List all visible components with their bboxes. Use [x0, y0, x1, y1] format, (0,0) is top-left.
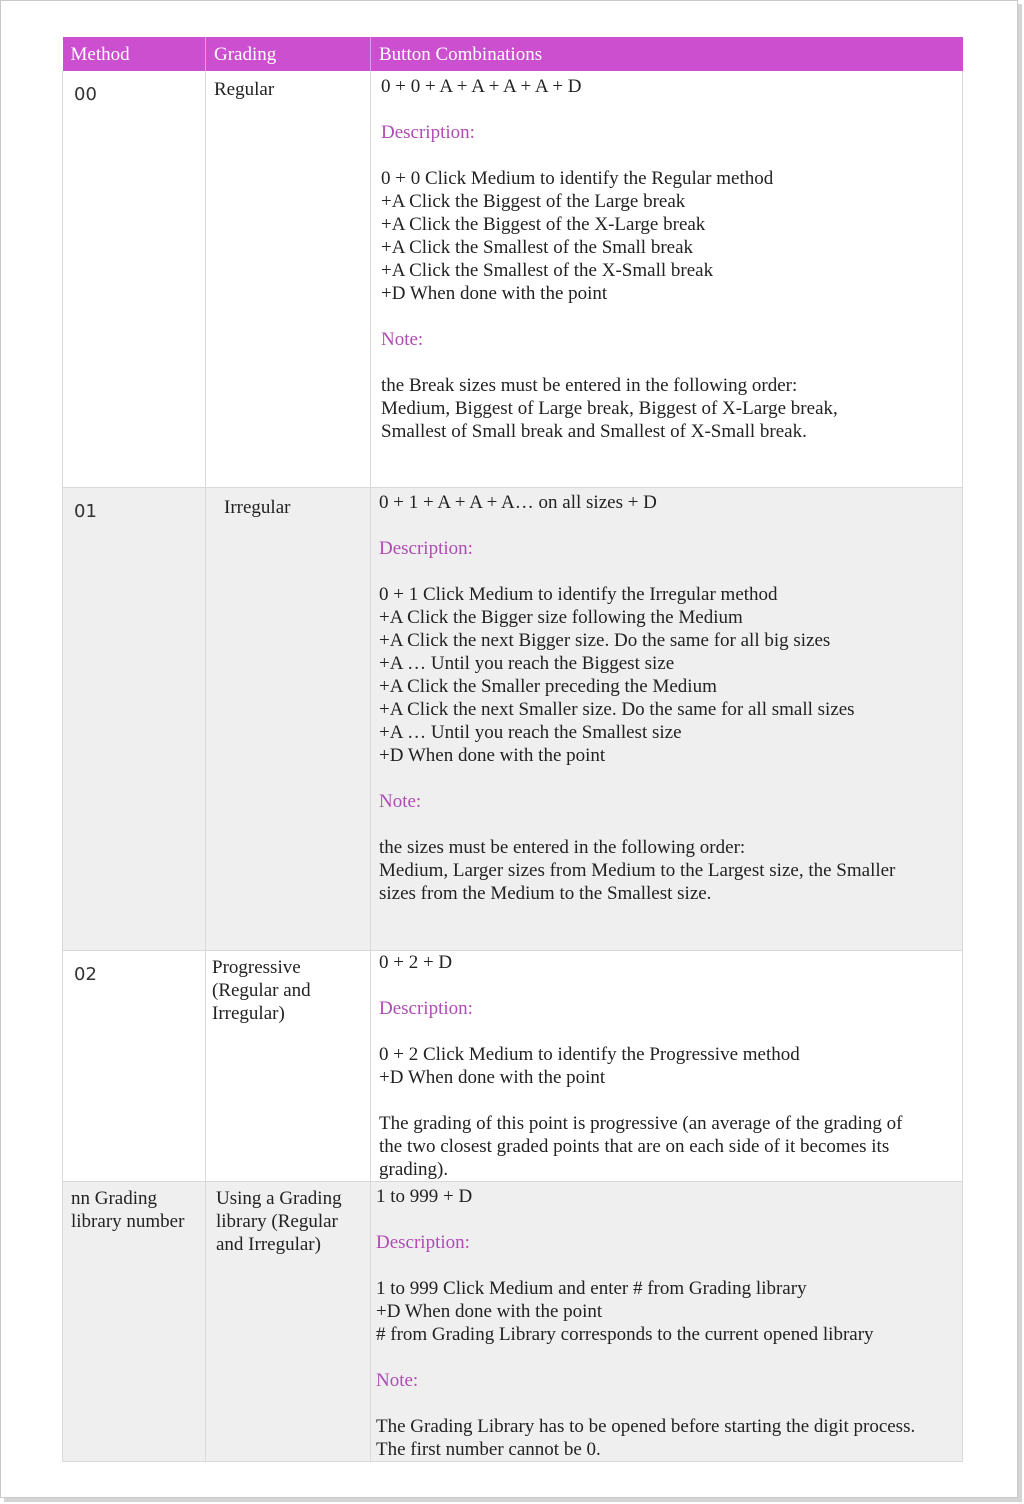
- description-line: +A Click the Bigger size following the Medium: [379, 606, 743, 628]
- button-combination: 1 to 999 + D: [376, 1185, 473, 1207]
- note-line: Medium, Biggest of Large break, Biggest of X-Large break,: [381, 398, 838, 419]
- combination-cell: [371, 1181, 963, 1461]
- note-line: sizes from the Medium to the Smallest size.: [379, 882, 712, 904]
- description-heading: Description:: [379, 537, 473, 559]
- note-line: the Break sizes must be entered in the following order:: [381, 375, 798, 396]
- button-combination: 0 + 0 + A + A + A + A + D: [381, 76, 582, 97]
- button-combination: 0 + 1 + A + A + A… on all sizes + D: [379, 491, 657, 513]
- header-button-combinations: Button Combinations: [371, 37, 963, 71]
- note-heading: Note:: [376, 1369, 419, 1391]
- note-line: Medium, Larger sizes from Medium to the Largest size, the Smaller: [379, 859, 896, 881]
- detail-line: grading).: [379, 1158, 449, 1180]
- description-heading: Description:: [379, 997, 473, 1019]
- grading-cell: [206, 71, 371, 487]
- note-heading: Note:: [381, 329, 424, 350]
- grading-name-line: Using a Grading: [216, 1187, 342, 1209]
- method-cell: [63, 950, 206, 1181]
- description-line: # from Grading Library corresponds to the current opened library: [376, 1323, 874, 1345]
- button-combination: 0 + 2 + D: [379, 951, 453, 973]
- grading-cell: [206, 1181, 371, 1461]
- description-heading: Description:: [376, 1231, 470, 1253]
- description-line: +A Click the Smaller preceding the Medium: [379, 675, 717, 697]
- grading-name-line: (Regular and: [212, 979, 311, 1001]
- description-line: +D When done with the point: [376, 1300, 603, 1322]
- combination-cell: [371, 950, 963, 1181]
- grading-name-line: and Irregular): [216, 1233, 321, 1255]
- method-cell: [63, 1181, 206, 1461]
- method-name-line: nn Grading: [71, 1187, 158, 1209]
- grading-name-line: Progressive: [212, 956, 301, 978]
- description-line: +D When done with the point: [379, 1066, 606, 1088]
- table-header-row: [63, 37, 963, 71]
- method-name-line: library number: [71, 1210, 185, 1232]
- grading-name: Irregular: [224, 496, 291, 518]
- description-line: +A Click the next Bigger size. Do the same for all big sizes: [379, 629, 831, 651]
- combination-cell: [371, 71, 963, 487]
- note-line: the sizes must be entered in the following order:: [379, 836, 746, 858]
- grading-cell: [206, 487, 371, 950]
- combination-cell: [371, 487, 963, 950]
- description-line: +A Click the Smallest of the Small break: [381, 237, 694, 258]
- description-line: 0 + 0 Click Medium to identify the Regular method: [381, 168, 774, 189]
- table-row: [63, 71, 963, 487]
- description-line: +A … Until you reach the Biggest size: [379, 652, 675, 674]
- grading-name-line: library (Regular: [216, 1210, 338, 1232]
- note-line: Smallest of Small break and Smallest of X-Small break.: [381, 421, 807, 442]
- description-line: 1 to 999 Click Medium and enter # from Grading library: [376, 1277, 807, 1299]
- detail-line: The grading of this point is progressive (an average of the grading of: [379, 1112, 903, 1134]
- description-line: +D When done with the point: [381, 283, 608, 304]
- table-row: [63, 487, 963, 950]
- table-row: [63, 1181, 963, 1461]
- note-line: The first number cannot be 0.: [376, 1438, 601, 1460]
- method-code: 02: [74, 963, 97, 985]
- method-code: 00: [74, 84, 97, 105]
- grading-name: Regular: [214, 79, 275, 100]
- grading-name-line: Irregular): [212, 1002, 285, 1024]
- grading-methods-table: [62, 37, 963, 1462]
- table-row: [63, 950, 963, 1181]
- description-line: 0 + 2 Click Medium to identify the Progressive method: [379, 1043, 800, 1065]
- description-heading: Description:: [381, 122, 475, 143]
- description-line: 0 + 1 Click Medium to identify the Irregular method: [379, 583, 778, 605]
- note-heading: Note:: [379, 790, 422, 812]
- description-line: +A Click the Biggest of the X-Large break: [381, 214, 706, 235]
- grading-cell: [206, 950, 371, 1181]
- description-line: +A Click the Biggest of the Large break: [381, 191, 686, 212]
- description-line: +A … Until you reach the Smallest size: [379, 721, 682, 743]
- description-line: +D When done with the point: [379, 744, 606, 766]
- header-method: Method: [63, 37, 206, 71]
- method-cell: [63, 71, 206, 487]
- note-line: The Grading Library has to be opened before starting the digit process.: [376, 1415, 916, 1437]
- description-line: +A Click the Smallest of the X-Small break: [381, 260, 714, 281]
- method-cell: [63, 487, 206, 950]
- detail-line: the two closest graded points that are on each side of it becomes its: [379, 1135, 890, 1157]
- header-grading: Grading: [206, 37, 371, 71]
- description-line: +A Click the next Smaller size. Do the same for all small sizes: [379, 698, 855, 720]
- method-code: 01: [74, 500, 97, 522]
